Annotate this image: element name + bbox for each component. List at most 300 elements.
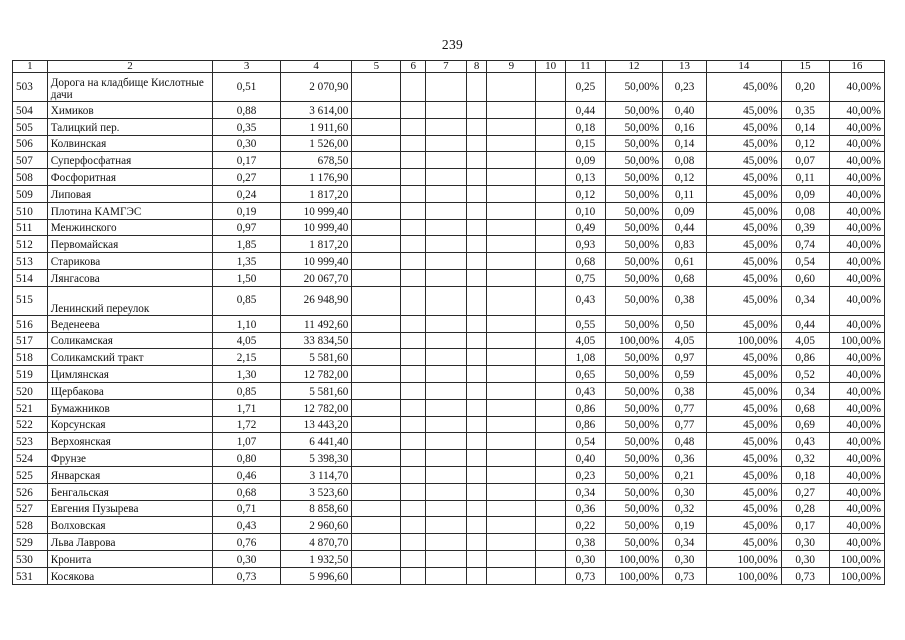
value-cell: 3 523,60 — [280, 483, 352, 500]
empty-cell-10 — [536, 202, 566, 219]
cell-14: 100,00% — [707, 550, 782, 567]
empty-cell-5 — [352, 269, 401, 286]
table-row — [13, 315, 885, 332]
empty-cell-7 — [425, 286, 466, 315]
cell-11: 0,30 — [565, 550, 605, 567]
length-cell: 0,51 — [213, 73, 280, 102]
empty-cell-10 — [536, 253, 566, 270]
length-cell: 0,24 — [213, 185, 280, 202]
empty-cell-8 — [466, 550, 486, 567]
cell-12: 50,00% — [605, 202, 662, 219]
row-number-cell: 518 — [13, 349, 48, 366]
table-row — [13, 534, 885, 551]
cell-11: 0,15 — [565, 135, 605, 152]
cell-13: 0,16 — [663, 118, 707, 135]
cell-15: 0,27 — [781, 483, 829, 500]
length-cell: 0,88 — [213, 102, 280, 119]
empty-cell-9 — [487, 185, 536, 202]
cell-12: 50,00% — [605, 483, 662, 500]
cell-15: 0,34 — [781, 382, 829, 399]
cell-13: 0,48 — [663, 433, 707, 450]
row-number-cell: 506 — [13, 135, 48, 152]
value-cell: 10 999,40 — [280, 219, 352, 236]
cell-15: 0,18 — [781, 466, 829, 483]
length-cell: 1,35 — [213, 253, 280, 270]
table-row — [13, 73, 885, 102]
row-number-cell: 510 — [13, 202, 48, 219]
cell-12: 50,00% — [605, 135, 662, 152]
table-row — [13, 382, 885, 399]
cell-11: 0,09 — [565, 152, 605, 169]
table-row — [13, 349, 885, 366]
empty-cell-6 — [401, 219, 426, 236]
empty-cell-9 — [487, 332, 536, 349]
empty-cell-9 — [487, 152, 536, 169]
empty-cell-6 — [401, 253, 426, 270]
table-body — [13, 61, 885, 585]
street-name-cell: Липовая — [47, 185, 213, 202]
cell-15: 0,17 — [781, 517, 829, 534]
empty-cell-6 — [401, 399, 426, 416]
row-number-cell: 509 — [13, 185, 48, 202]
empty-cell-10 — [536, 73, 566, 102]
empty-cell-7 — [425, 219, 466, 236]
street-name-cell: Лянгасова — [47, 269, 213, 286]
empty-cell-8 — [466, 73, 486, 102]
cell-13: 0,34 — [663, 534, 707, 551]
cell-14: 45,00% — [707, 185, 782, 202]
row-number-cell: 525 — [13, 466, 48, 483]
length-cell: 1,30 — [213, 366, 280, 383]
table-row — [13, 433, 885, 450]
cell-15: 0,86 — [781, 349, 829, 366]
street-name-cell: Цимлянская — [47, 366, 213, 383]
cell-14: 45,00% — [707, 202, 782, 219]
street-name-cell: Соликамский тракт — [47, 349, 213, 366]
column-header-13: 13 — [663, 61, 707, 73]
empty-cell-6 — [401, 500, 426, 517]
cell-16: 40,00% — [829, 399, 884, 416]
cell-16: 40,00% — [829, 382, 884, 399]
length-cell: 0,71 — [213, 500, 280, 517]
empty-cell-5 — [352, 534, 401, 551]
length-cell: 1,72 — [213, 416, 280, 433]
empty-cell-5 — [352, 253, 401, 270]
cell-11: 1,08 — [565, 349, 605, 366]
empty-cell-6 — [401, 152, 426, 169]
street-name-cell: Плотина КАМГЭС — [47, 202, 213, 219]
cell-11: 0,75 — [565, 269, 605, 286]
cell-11: 0,73 — [565, 567, 605, 584]
empty-cell-9 — [487, 169, 536, 186]
empty-cell-9 — [487, 349, 536, 366]
empty-cell-9 — [487, 382, 536, 399]
empty-cell-10 — [536, 399, 566, 416]
cell-16: 40,00% — [829, 185, 884, 202]
cell-16: 40,00% — [829, 135, 884, 152]
cell-15: 0,09 — [781, 185, 829, 202]
value-cell: 1 817,20 — [280, 236, 352, 253]
cell-13: 0,23 — [663, 73, 707, 102]
empty-cell-9 — [487, 500, 536, 517]
street-name-cell: Колвинская — [47, 135, 213, 152]
cell-14: 45,00% — [707, 366, 782, 383]
value-cell: 3 114,70 — [280, 466, 352, 483]
cell-11: 0,54 — [565, 433, 605, 450]
cell-12: 50,00% — [605, 416, 662, 433]
cell-14: 45,00% — [707, 517, 782, 534]
cell-14: 45,00% — [707, 433, 782, 450]
table-row — [13, 236, 885, 253]
empty-cell-5 — [352, 500, 401, 517]
cell-16: 40,00% — [829, 253, 884, 270]
cell-13: 0,40 — [663, 102, 707, 119]
cell-16: 40,00% — [829, 349, 884, 366]
empty-cell-8 — [466, 466, 486, 483]
cell-11: 0,65 — [565, 366, 605, 383]
row-number-cell: 520 — [13, 382, 48, 399]
length-cell: 0,30 — [213, 135, 280, 152]
empty-cell-10 — [536, 567, 566, 584]
cell-14: 45,00% — [707, 219, 782, 236]
empty-cell-5 — [352, 73, 401, 102]
empty-cell-9 — [487, 366, 536, 383]
empty-cell-7 — [425, 236, 466, 253]
length-cell: 2,15 — [213, 349, 280, 366]
length-cell: 0,43 — [213, 517, 280, 534]
empty-cell-5 — [352, 102, 401, 119]
street-name-cell: Льва Лаврова — [47, 534, 213, 551]
value-cell: 10 999,40 — [280, 253, 352, 270]
empty-cell-5 — [352, 450, 401, 467]
cell-13: 0,50 — [663, 315, 707, 332]
empty-cell-8 — [466, 286, 486, 315]
empty-cell-5 — [352, 550, 401, 567]
value-cell: 12 782,00 — [280, 366, 352, 383]
cell-16: 40,00% — [829, 118, 884, 135]
row-number-cell: 528 — [13, 517, 48, 534]
empty-cell-5 — [352, 466, 401, 483]
empty-cell-5 — [352, 315, 401, 332]
cell-14: 45,00% — [707, 315, 782, 332]
table-row — [13, 102, 885, 119]
empty-cell-10 — [536, 517, 566, 534]
cell-11: 0,34 — [565, 483, 605, 500]
row-number-cell: 513 — [13, 253, 48, 270]
cell-11: 0,13 — [565, 169, 605, 186]
empty-cell-9 — [487, 315, 536, 332]
empty-cell-6 — [401, 102, 426, 119]
table-row — [13, 152, 885, 169]
empty-cell-7 — [425, 135, 466, 152]
empty-cell-7 — [425, 466, 466, 483]
empty-cell-8 — [466, 269, 486, 286]
cell-14: 45,00% — [707, 534, 782, 551]
cell-13: 0,44 — [663, 219, 707, 236]
empty-cell-8 — [466, 416, 486, 433]
empty-cell-8 — [466, 152, 486, 169]
cell-12: 50,00% — [605, 219, 662, 236]
empty-cell-10 — [536, 269, 566, 286]
length-cell: 1,85 — [213, 236, 280, 253]
table-row — [13, 135, 885, 152]
empty-cell-10 — [536, 332, 566, 349]
cell-14: 45,00% — [707, 500, 782, 517]
column-header-7: 7 — [425, 61, 466, 73]
street-name-cell: Фрунзе — [47, 450, 213, 467]
cell-13: 0,38 — [663, 286, 707, 315]
street-name-cell: Ленинский переулок — [47, 286, 213, 315]
cell-15: 0,52 — [781, 366, 829, 383]
empty-cell-9 — [487, 219, 536, 236]
empty-cell-7 — [425, 202, 466, 219]
cell-11: 0,55 — [565, 315, 605, 332]
empty-cell-5 — [352, 236, 401, 253]
empty-cell-5 — [352, 118, 401, 135]
empty-cell-8 — [466, 236, 486, 253]
street-name-cell: Верхоянская — [47, 433, 213, 450]
value-cell: 2 960,60 — [280, 517, 352, 534]
empty-cell-7 — [425, 118, 466, 135]
empty-cell-5 — [352, 382, 401, 399]
cell-14: 45,00% — [707, 399, 782, 416]
empty-cell-7 — [425, 269, 466, 286]
column-header-16: 16 — [829, 61, 884, 73]
street-name-cell: Фосфоритная — [47, 169, 213, 186]
empty-cell-6 — [401, 416, 426, 433]
cell-11: 0,22 — [565, 517, 605, 534]
empty-cell-10 — [536, 102, 566, 119]
table-row — [13, 366, 885, 383]
table-row — [13, 269, 885, 286]
cell-14: 100,00% — [707, 332, 782, 349]
length-cell: 0,76 — [213, 534, 280, 551]
cell-13: 0,61 — [663, 253, 707, 270]
cell-16: 40,00% — [829, 450, 884, 467]
table-row — [13, 567, 885, 584]
length-cell: 0,73 — [213, 567, 280, 584]
empty-cell-6 — [401, 332, 426, 349]
cell-16: 40,00% — [829, 219, 884, 236]
value-cell: 33 834,50 — [280, 332, 352, 349]
cell-16: 40,00% — [829, 169, 884, 186]
value-cell: 3 614,00 — [280, 102, 352, 119]
row-number-cell: 524 — [13, 450, 48, 467]
cell-16: 40,00% — [829, 466, 884, 483]
cell-15: 4,05 — [781, 332, 829, 349]
row-number-cell: 514 — [13, 269, 48, 286]
cell-11: 0,49 — [565, 219, 605, 236]
row-number-cell: 504 — [13, 102, 48, 119]
empty-cell-8 — [466, 185, 486, 202]
value-cell: 1 526,00 — [280, 135, 352, 152]
cell-13: 0,21 — [663, 466, 707, 483]
cell-15: 0,69 — [781, 416, 829, 433]
empty-cell-5 — [352, 202, 401, 219]
table-row — [13, 169, 885, 186]
table-row — [13, 500, 885, 517]
value-cell: 5 398,30 — [280, 450, 352, 467]
empty-cell-10 — [536, 349, 566, 366]
cell-13: 0,11 — [663, 185, 707, 202]
cell-11: 0,25 — [565, 73, 605, 102]
cell-11: 0,18 — [565, 118, 605, 135]
empty-cell-9 — [487, 550, 536, 567]
cell-15: 0,44 — [781, 315, 829, 332]
table-row — [13, 399, 885, 416]
cell-14: 45,00% — [707, 135, 782, 152]
cell-15: 0,74 — [781, 236, 829, 253]
length-cell: 0,85 — [213, 382, 280, 399]
cell-11: 0,43 — [565, 286, 605, 315]
cell-13: 0,97 — [663, 349, 707, 366]
empty-cell-5 — [352, 567, 401, 584]
cell-11: 0,12 — [565, 185, 605, 202]
empty-cell-9 — [487, 253, 536, 270]
column-header-15: 15 — [781, 61, 829, 73]
column-header-14: 14 — [707, 61, 782, 73]
empty-cell-9 — [487, 433, 536, 450]
empty-cell-8 — [466, 382, 486, 399]
street-name-cell: Волховская — [47, 517, 213, 534]
empty-cell-7 — [425, 253, 466, 270]
cell-12: 50,00% — [605, 253, 662, 270]
empty-cell-6 — [401, 315, 426, 332]
cell-12: 50,00% — [605, 534, 662, 551]
empty-cell-9 — [487, 236, 536, 253]
empty-cell-9 — [487, 466, 536, 483]
column-header-8: 8 — [466, 61, 486, 73]
cell-14: 45,00% — [707, 152, 782, 169]
cell-14: 45,00% — [707, 286, 782, 315]
empty-cell-8 — [466, 102, 486, 119]
empty-cell-6 — [401, 450, 426, 467]
cell-14: 45,00% — [707, 450, 782, 467]
cell-16: 40,00% — [829, 483, 884, 500]
empty-cell-8 — [466, 534, 486, 551]
cell-12: 50,00% — [605, 399, 662, 416]
cell-15: 0,68 — [781, 399, 829, 416]
street-name-cell: Евгения Пузырева — [47, 500, 213, 517]
length-cell: 0,17 — [213, 152, 280, 169]
row-number-cell: 517 — [13, 332, 48, 349]
street-name-cell: Бумажников — [47, 399, 213, 416]
street-name-cell: Бенгальская — [47, 483, 213, 500]
cell-16: 100,00% — [829, 550, 884, 567]
cell-12: 50,00% — [605, 152, 662, 169]
row-number-cell: 515 — [13, 286, 48, 315]
empty-cell-10 — [536, 500, 566, 517]
cell-12: 100,00% — [605, 332, 662, 349]
cell-15: 0,14 — [781, 118, 829, 135]
row-number-cell: 523 — [13, 433, 48, 450]
cell-13: 0,83 — [663, 236, 707, 253]
cell-16: 40,00% — [829, 202, 884, 219]
empty-cell-6 — [401, 517, 426, 534]
empty-cell-7 — [425, 433, 466, 450]
cell-12: 50,00% — [605, 169, 662, 186]
empty-cell-7 — [425, 567, 466, 584]
value-cell: 5 581,60 — [280, 382, 352, 399]
column-header-6: 6 — [401, 61, 426, 73]
cell-15: 0,39 — [781, 219, 829, 236]
cell-14: 45,00% — [707, 349, 782, 366]
street-name-cell: Старикова — [47, 253, 213, 270]
cell-16: 40,00% — [829, 269, 884, 286]
cell-12: 50,00% — [605, 433, 662, 450]
cell-14: 45,00% — [707, 236, 782, 253]
length-cell: 0,19 — [213, 202, 280, 219]
cell-12: 50,00% — [605, 118, 662, 135]
cell-11: 0,40 — [565, 450, 605, 467]
empty-cell-10 — [536, 534, 566, 551]
cell-15: 0,54 — [781, 253, 829, 270]
cell-15: 0,43 — [781, 433, 829, 450]
cell-13: 4,05 — [663, 332, 707, 349]
empty-cell-10 — [536, 236, 566, 253]
empty-cell-5 — [352, 483, 401, 500]
length-cell: 0,85 — [213, 286, 280, 315]
row-number-cell: 505 — [13, 118, 48, 135]
table-row — [13, 219, 885, 236]
cell-11: 0,36 — [565, 500, 605, 517]
cell-15: 0,20 — [781, 73, 829, 102]
empty-cell-8 — [466, 253, 486, 270]
table-row — [13, 332, 885, 349]
empty-cell-8 — [466, 567, 486, 584]
empty-cell-8 — [466, 500, 486, 517]
cell-11: 0,68 — [565, 253, 605, 270]
cell-13: 0,19 — [663, 517, 707, 534]
row-number-cell: 507 — [13, 152, 48, 169]
row-number-cell: 529 — [13, 534, 48, 551]
empty-cell-8 — [466, 202, 486, 219]
cell-12: 50,00% — [605, 517, 662, 534]
empty-cell-6 — [401, 567, 426, 584]
cell-15: 0,34 — [781, 286, 829, 315]
cell-14: 45,00% — [707, 416, 782, 433]
cell-14: 45,00% — [707, 73, 782, 102]
empty-cell-10 — [536, 416, 566, 433]
empty-cell-6 — [401, 433, 426, 450]
empty-cell-8 — [466, 219, 486, 236]
empty-cell-8 — [466, 517, 486, 534]
cell-13: 0,12 — [663, 169, 707, 186]
table-row — [13, 550, 885, 567]
cell-14: 45,00% — [707, 102, 782, 119]
row-number-cell: 531 — [13, 567, 48, 584]
cell-12: 50,00% — [605, 73, 662, 102]
cell-11: 0,10 — [565, 202, 605, 219]
column-header-2: 2 — [47, 61, 213, 73]
empty-cell-10 — [536, 450, 566, 467]
street-name-cell: Менжинского — [47, 219, 213, 236]
length-cell: 0,46 — [213, 466, 280, 483]
empty-cell-7 — [425, 169, 466, 186]
empty-cell-9 — [487, 286, 536, 315]
street-name-cell: Щербакова — [47, 382, 213, 399]
table-row — [13, 483, 885, 500]
cell-14: 45,00% — [707, 169, 782, 186]
empty-cell-10 — [536, 185, 566, 202]
empty-cell-7 — [425, 534, 466, 551]
empty-cell-8 — [466, 450, 486, 467]
column-header-11: 11 — [565, 61, 605, 73]
empty-cell-9 — [487, 399, 536, 416]
empty-cell-10 — [536, 550, 566, 567]
empty-cell-5 — [352, 332, 401, 349]
empty-cell-9 — [487, 450, 536, 467]
